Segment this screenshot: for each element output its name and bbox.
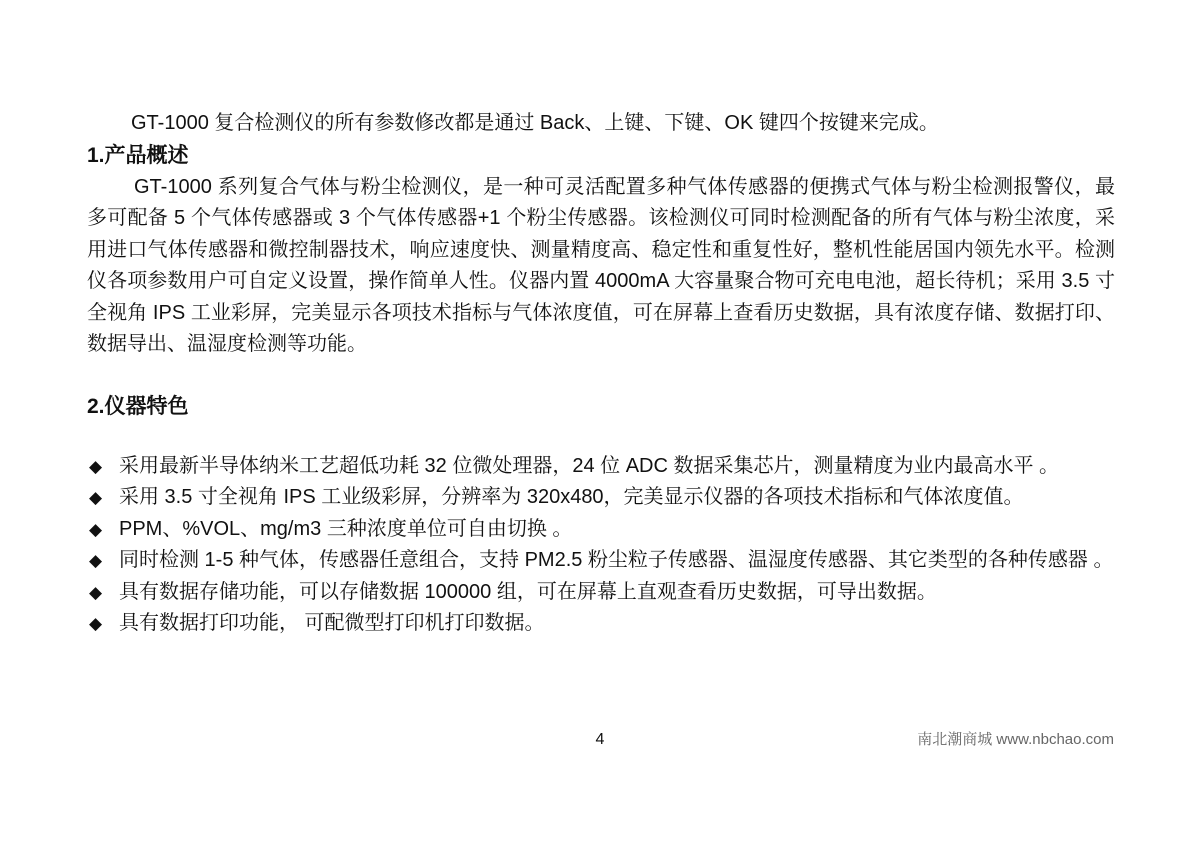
footer-watermark: 南北潮商城 www.nbchao.com — [917, 731, 1114, 748]
feature-item — [87, 577, 1115, 609]
feature-item — [87, 608, 1115, 640]
feature-text: 具有数据存储功能，可以存储数据 100000 组，可在屏幕上直观查看历史数据，可导出数据。 — [119, 580, 937, 603]
diamond-bullet-icon: ◆ — [89, 456, 103, 476]
page-content — [87, 108, 1115, 640]
intro-text: GT-1000 复合检测仪的所有参数修改都是通过 Back、上键、下键、OK 键四个按键来完成。 — [131, 112, 939, 134]
feature-item — [87, 514, 1115, 546]
features-list — [87, 451, 1115, 640]
feature-text: 具有数据打印功能， 可配微型打印机打印数据。 — [119, 612, 545, 634]
feature-text: 采用最新半导体纳米工艺超低功耗 32 位微处理器，24 位 ADC 数据采集芯片，测量精度为业内最高水平 。 — [119, 454, 1060, 477]
feature-text: PPM、%VOL、mg/m3 三种浓度单位可自由切换 。 — [119, 517, 573, 540]
feature-item — [87, 482, 1115, 514]
page-number: 4 — [595, 731, 605, 748]
diamond-bullet-icon: ◆ — [89, 614, 103, 633]
section-1-title: 1.产品概述 — [87, 143, 189, 167]
diamond-bullet-icon: ◆ — [89, 551, 103, 570]
feature-text: 同时检测 1-5 种气体，传感器任意组合，支持 PM2.5 粉尘粒子传感器、温湿度传感器、其它类型的各种传感器 。 — [119, 549, 1114, 571]
feature-item — [87, 451, 1115, 483]
section-2-title: 2.仪器特色 — [87, 394, 189, 418]
diamond-bullet-icon: ◆ — [89, 488, 103, 507]
diamond-bullet-icon: ◆ — [89, 582, 103, 602]
section-1-paragraph: GT-1000 系列复合气体与粉尘检测仪，是一种可灵活配置多种气体传感器的便携式气体与粉尘检测报警仪，最多可配备 5 个气体传感器或 3 个气体传感器+1 个粉尘传感器。该检测仪可同时检测配备的所有气体与粉尘浓度，采用进口气体传感器和微控制器技术，响应速度快、测量精度高、稳定性和重复性好，整机性能居国内领先水平。检测仪各项参数用户可自定义设置，操作简单人性。仪器内置 4000mA 大容量聚合物可充电电池，超长待机；采用 3.5 寸全视角 IPS 工业彩屏，完美显示各项技术指标与气体浓度值，可在屏幕上查看历史数据，具有浓度存储、数据打印、数据导出、温湿度检测等功能。 — [87, 175, 1115, 355]
feature-text: 采用 3.5 寸全视角 IPS 工业级彩屏，分辨率为 320x480，完美显示仪器的各项技术指标和气体浓度值。 — [119, 486, 1024, 508]
feature-item — [87, 545, 1115, 577]
diamond-bullet-icon: ◆ — [89, 519, 103, 539]
